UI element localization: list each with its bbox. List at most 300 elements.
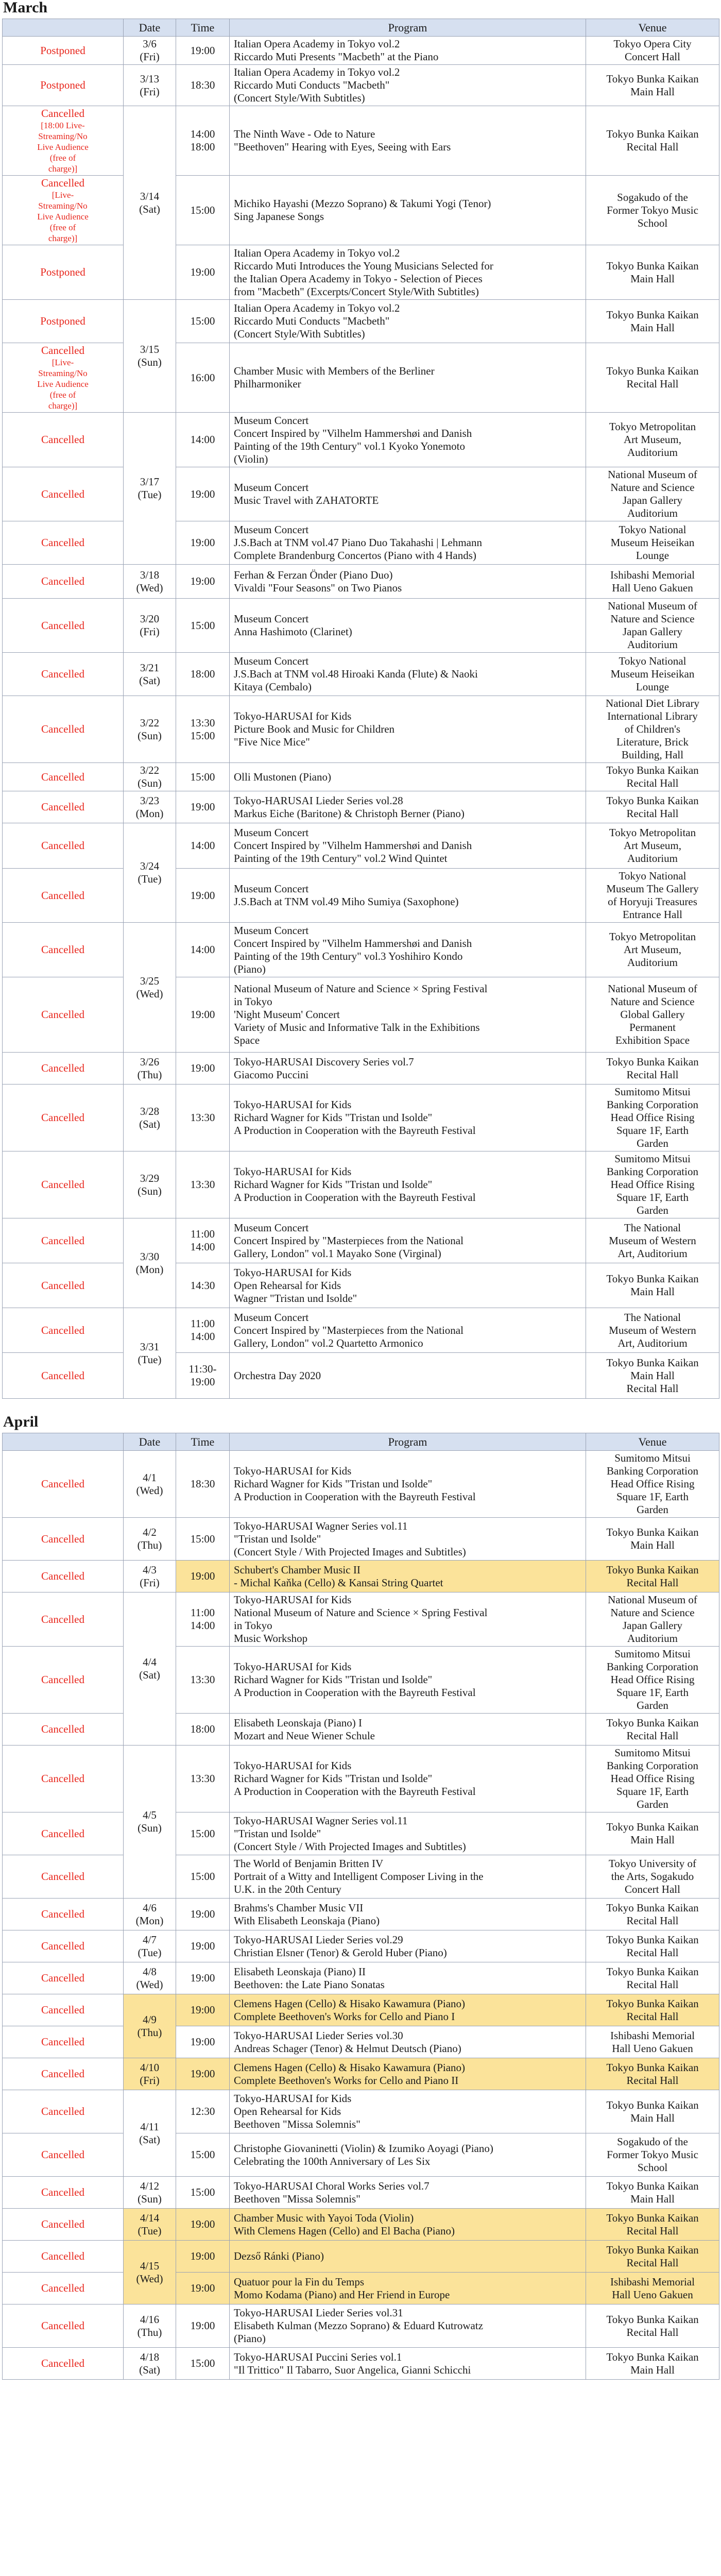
venue-line: Auditorium — [627, 507, 678, 519]
date-line: (Tue) — [138, 1353, 162, 1366]
date-line: 3/30 — [140, 1250, 160, 1263]
program-line: Giacomo Puccini — [234, 1068, 309, 1081]
status-label: Cancelled — [41, 1234, 84, 1247]
venue-cell — [586, 565, 719, 599]
status-cell — [3, 1151, 124, 1218]
venue-line: Art, Auditorium — [617, 1247, 688, 1260]
status-label: Cancelled — [41, 107, 84, 120]
status-label: Cancelled — [41, 2004, 84, 2016]
venue-cell — [586, 106, 719, 176]
date-cell — [124, 2209, 176, 2241]
program-cell — [230, 1561, 586, 1592]
venue-line: Nature and Science — [610, 995, 695, 1008]
venue-cell — [586, 1561, 719, 1592]
program-line: Tokyo-HARUSAI Lieder Series vol.31 — [234, 2307, 403, 2319]
time-cell — [176, 2058, 230, 2090]
date-line: 3/28 — [140, 1105, 160, 1117]
program-line: Schubert's Chamber Music II — [234, 1563, 360, 1576]
venue-line: Ishibashi Memorial — [610, 2029, 695, 2042]
venue-line: Japan Gallery — [622, 625, 683, 638]
program-line: Olli Mustonen (Piano) — [234, 770, 331, 783]
program-line: Andreas Schager (Tenor) & Helmut Deutsch (Piano) — [234, 2042, 461, 2055]
date-line: (Sun) — [138, 1822, 162, 1834]
status-label: Postponed — [40, 266, 85, 278]
status-note: charge)] — [48, 401, 78, 411]
status-label: Cancelled — [41, 1062, 84, 1074]
date-cell — [124, 1930, 176, 1962]
venue-cell — [586, 1084, 719, 1151]
status-note: Streaming/No — [38, 131, 88, 141]
venue-cell — [586, 1592, 719, 1647]
status-label: Cancelled — [41, 433, 84, 446]
venue-line: Literature, Brick — [616, 736, 689, 748]
venue-line: Art Museum, — [624, 943, 681, 956]
date-line: (Sun) — [138, 777, 162, 789]
venue-cell — [586, 1647, 719, 1714]
program-line: Tokyo-HARUSAI Choral Works Series vol.7 — [234, 2179, 430, 2192]
program-line: A Production in Cooperation with the Bayreuth Festival — [234, 1124, 476, 1137]
venue-cell — [586, 176, 719, 245]
program-cell — [230, 763, 586, 791]
date-line: (Thu) — [137, 2026, 162, 2039]
program-line: Museum Concert — [234, 924, 309, 937]
time-line: 16:00 — [190, 371, 215, 384]
program-line: Italian Opera Academy in Tokyo vol.2 — [234, 38, 400, 50]
time-line: 13:30 — [190, 1772, 215, 1785]
program-cell — [230, 2304, 586, 2348]
venue-line: Main Hall — [630, 1539, 675, 1551]
table-row — [3, 1899, 719, 1930]
time-cell — [176, 1451, 230, 1518]
status-cell — [3, 2273, 124, 2304]
header-venue: Venue — [586, 1433, 719, 1451]
venue-cell — [586, 245, 719, 300]
venue-cell — [586, 1899, 719, 1930]
venue-line: Auditorium — [627, 956, 678, 969]
table-row — [3, 65, 719, 106]
time-line: 13:30 — [190, 1673, 215, 1686]
date-line: (Sun) — [138, 2192, 162, 2205]
time-cell — [176, 1053, 230, 1084]
status-cell — [3, 1218, 124, 1263]
status-cell — [3, 37, 124, 65]
venue-line: Recital Hall — [626, 141, 679, 153]
venue-line: Banking Corporation — [607, 1165, 698, 1178]
venue-line: Recital Hall — [626, 1978, 679, 1991]
program-cell — [230, 1930, 586, 1962]
program-line: Portrait of a Witty and Intelligent Composer Living in the — [234, 1870, 484, 1883]
venue-line: Ishibashi Memorial — [610, 2275, 695, 2288]
time-cell — [176, 2304, 230, 2348]
time-line: 13:30 — [190, 1178, 215, 1191]
status-label: Cancelled — [41, 344, 84, 357]
program-cell — [230, 2026, 586, 2058]
program-line: Beethoven "Missa Solemnis" — [234, 2118, 360, 2130]
venue-cell — [586, 2026, 719, 2058]
venue-line: Tokyo Bunka Kaikan — [606, 1933, 699, 1946]
time-line: 11:00 — [190, 1228, 215, 1240]
venue-line: Nature and Science — [610, 613, 695, 625]
time-cell — [176, 1930, 230, 1962]
date-line: (Sat) — [139, 1117, 160, 1130]
table-row — [3, 1151, 719, 1218]
program-line: Clemens Hagen (Cello) & Hisako Kawamura (Piano) — [234, 1997, 466, 2010]
time-line: 19:00 — [190, 2218, 215, 2230]
program-line: Concert Inspired by "Masterpieces from the National — [234, 1324, 464, 1336]
date-line: (Fri) — [140, 2074, 160, 2087]
time-line: 15:00 — [190, 1870, 215, 1883]
time-cell — [176, 653, 230, 696]
program-line: Tokyo-HARUSAI for Kids — [234, 2092, 352, 2105]
status-label: Postponed — [40, 79, 85, 91]
time-line: 14:00 — [190, 943, 215, 956]
venue-cell — [586, 1451, 719, 1518]
program-cell — [230, 823, 586, 869]
program-line: With Clemens Hagen (Cello) and El Bacha (Piano) — [234, 2224, 455, 2237]
time-cell — [176, 343, 230, 413]
program-line: Riccardo Muti Presents "Macbeth" at the Piano — [234, 50, 439, 63]
time-line: 15:00 — [190, 770, 215, 783]
march-schedule-table — [2, 19, 719, 1399]
status-label: Cancelled — [41, 2105, 84, 2117]
time-cell — [176, 1151, 230, 1218]
status-cell — [3, 106, 124, 176]
program-cell — [230, 106, 586, 176]
status-label: Cancelled — [41, 1178, 84, 1191]
date-cell — [124, 300, 176, 413]
program-line: Concert Inspired by "Vilhelm Hammershøi and Danish — [234, 427, 472, 439]
status-cell — [3, 2090, 124, 2133]
venue-line: Recital Hall — [626, 1576, 679, 1589]
program-line: Richard Wagner for Kids "Tristan und Isolde" — [234, 1111, 433, 1124]
program-line: Tokyo-HARUSAI for Kids — [234, 1098, 352, 1111]
time-line: 14:00 — [190, 839, 215, 852]
date-cell — [124, 1151, 176, 1218]
date-line: (Sat) — [139, 674, 160, 687]
time-line: 15:00 — [190, 1827, 215, 1840]
date-line: 4/10 — [140, 2061, 160, 2074]
program-cell — [230, 1592, 586, 1647]
venue-line: Art Museum, — [624, 433, 681, 446]
program-line: "Five Nice Mice" — [234, 736, 310, 748]
date-cell — [124, 2058, 176, 2090]
time-line: 13:30 — [190, 1111, 215, 1124]
program-line: Concert Inspired by "Masterpieces from the National — [234, 1234, 464, 1247]
program-cell — [230, 1053, 586, 1084]
program-line: Museum Concert — [234, 613, 309, 625]
program-line: Riccardo Muti Conducts "Macbeth" — [234, 79, 390, 91]
table-row — [3, 2177, 719, 2209]
table-row — [3, 1855, 719, 1899]
program-line: Philharmoniker — [234, 378, 301, 390]
status-cell — [3, 413, 124, 467]
program-line: Italian Opera Academy in Tokyo vol.2 — [234, 246, 400, 259]
time-cell — [176, 1745, 230, 1812]
time-line: 15:00 — [190, 729, 215, 742]
program-line: Elisabeth Leonskaja (Piano) II — [234, 1965, 366, 1978]
time-cell — [176, 176, 230, 245]
venue-line: National Museum of — [608, 468, 697, 481]
date-cell — [124, 1962, 176, 1994]
venue-line: the Arts, Sogakudo — [611, 1870, 694, 1883]
table-row — [3, 176, 719, 245]
program-line: Museum Concert — [234, 826, 309, 839]
date-line: 4/15 — [140, 2259, 160, 2272]
venue-cell — [586, 521, 719, 565]
status-cell — [3, 521, 124, 565]
table-row — [3, 599, 719, 653]
status-label: Cancelled — [41, 1772, 84, 1785]
date-cell — [124, 599, 176, 653]
status-label: Postponed — [40, 315, 85, 327]
venue-line: The National — [624, 1221, 681, 1234]
venue-line: Exhibition Space — [615, 1034, 690, 1046]
venue-line: Museum of Western — [609, 1234, 696, 1247]
date-line: 3/25 — [140, 974, 160, 987]
time-cell — [176, 2026, 230, 2058]
program-line: Riccardo Muti Introduces the Young Musicians Selected for — [234, 259, 493, 272]
date-line: 4/16 — [140, 2313, 160, 2326]
program-cell — [230, 1451, 586, 1518]
venue-line: Head Office Rising — [610, 1111, 695, 1124]
time-cell — [176, 791, 230, 823]
date-line: (Sat) — [139, 202, 160, 215]
date-line: 3/29 — [140, 1172, 160, 1184]
program-line: Painting of the 19th Century" vol.3 Yoshihiro Kondo — [234, 950, 463, 962]
venue-line: Sumitomo Mitsui — [614, 1086, 691, 1098]
table-row — [3, 1745, 719, 1812]
table-row — [3, 1561, 719, 1592]
time-cell — [176, 300, 230, 343]
program-line: Variety of Music and Informative Talk in the Exhibitions — [234, 1021, 480, 1033]
venue-line: Recital Hall — [626, 1382, 679, 1395]
venue-line: Tokyo National — [619, 870, 686, 882]
program-line: Museum Concert — [234, 655, 309, 667]
time-cell — [176, 245, 230, 300]
status-label: Cancelled — [41, 2067, 84, 2080]
date-line: 3/15 — [140, 343, 160, 355]
date-cell — [124, 2177, 176, 2209]
table-row — [3, 763, 719, 791]
status-label: Cancelled — [41, 1827, 84, 1840]
date-line: (Wed) — [136, 581, 163, 594]
program-line: Tokyo-HARUSAI for Kids — [234, 1660, 352, 1673]
venue-cell — [586, 599, 719, 653]
time-cell — [176, 823, 230, 869]
status-cell — [3, 176, 124, 245]
status-label: Cancelled — [41, 2186, 84, 2198]
status-cell — [3, 2304, 124, 2348]
venue-cell — [586, 2273, 719, 2304]
program-line: Dezső Ránki (Piano) — [234, 2250, 324, 2262]
program-line: 'Night Museum' Concert — [234, 1008, 340, 1021]
date-cell — [124, 1084, 176, 1151]
venue-cell — [586, 1053, 719, 1084]
program-line: Tokyo-HARUSAI Wagner Series vol.11 — [234, 1519, 408, 1532]
program-line: The Ninth Wave - Ode to Nature — [234, 128, 375, 140]
date-cell — [124, 413, 176, 565]
time-line: 19:00 — [190, 1908, 215, 1920]
venue-line: Main Hall — [630, 2111, 675, 2124]
venue-cell — [586, 37, 719, 65]
table-row — [3, 37, 719, 65]
time-cell — [176, 2090, 230, 2133]
status-label: Cancelled — [41, 1532, 84, 1545]
date-line: 4/12 — [140, 2179, 160, 2192]
table-row — [3, 977, 719, 1053]
venue-line: Sogakudo of the — [617, 191, 688, 204]
table-row — [3, 1218, 719, 1263]
table-row — [3, 343, 719, 413]
program-cell — [230, 565, 586, 599]
april-schedule-table — [2, 1433, 719, 2380]
program-line: Museum Concert — [234, 523, 309, 536]
venue-cell — [586, 2209, 719, 2241]
status-cell — [3, 65, 124, 106]
status-note: Streaming/No — [38, 201, 88, 211]
status-cell — [3, 245, 124, 300]
time-line: 19:00 — [190, 1008, 215, 1021]
venue-cell — [586, 1855, 719, 1899]
status-label: Cancelled — [41, 1478, 84, 1490]
venue-cell — [586, 1518, 719, 1561]
program-cell — [230, 1962, 586, 1994]
status-label: Cancelled — [41, 2319, 84, 2332]
venue-line: Concert Hall — [625, 50, 680, 63]
table-row — [3, 1053, 719, 1084]
date-cell — [124, 1745, 176, 1899]
program-line: Museum Concert — [234, 414, 309, 427]
status-label: Cancelled — [41, 536, 84, 549]
time-cell — [176, 1084, 230, 1151]
venue-line: Garden — [637, 1204, 668, 1216]
date-line: 3/17 — [140, 476, 160, 488]
program-line: U.K. in the 20th Century — [234, 1883, 341, 1895]
program-line: Momo Kodama (Piano) and Her Friend in Europe — [234, 2288, 450, 2301]
program-line: Space — [234, 1034, 260, 1046]
time-line: 19:00 — [190, 889, 215, 902]
venue-line: National Museum of — [608, 982, 697, 995]
program-line: (Concert Style / With Projected Images and Subtitles) — [234, 1545, 466, 1558]
time-line: 15:00 — [190, 2148, 215, 2161]
venue-line: Square 1F, Earth — [616, 1124, 689, 1137]
venue-cell — [586, 1962, 719, 1994]
venue-line: Tokyo Bunka Kaikan — [606, 794, 699, 807]
date-line: (Fri) — [140, 85, 160, 98]
program-cell — [230, 2177, 586, 2209]
program-line: Tokyo-HARUSAI for Kids — [234, 1594, 352, 1606]
venue-line: Nature and Science — [610, 481, 695, 494]
month-heading-april: April — [3, 1413, 39, 1430]
program-line: (Violin) — [234, 452, 268, 465]
date-line: (Wed) — [136, 1978, 163, 1991]
date-line: 4/6 — [143, 1901, 157, 1914]
time-cell — [176, 1218, 230, 1263]
status-label: Cancelled — [41, 575, 84, 587]
date-line: 3/31 — [140, 1340, 160, 1353]
venue-line: Tokyo Bunka Kaikan — [606, 2243, 699, 2256]
program-cell — [230, 1714, 586, 1745]
time-cell — [176, 65, 230, 106]
program-line: Beethoven: the Late Piano Sonatas — [234, 1978, 385, 1991]
venue-line: Museum Heiseikan — [610, 668, 695, 680]
venue-cell — [586, 1930, 719, 1962]
status-note: [Live- — [52, 358, 74, 367]
venue-line: Tokyo Bunka Kaikan — [606, 1563, 699, 1576]
table-row — [3, 2304, 719, 2348]
program-line: Museum Concert — [234, 1221, 309, 1234]
venue-line: Tokyo Bunka Kaikan — [606, 1901, 699, 1914]
venue-line: Head Office Rising — [610, 1178, 695, 1191]
program-line: Tokyo-HARUSAI for Kids — [234, 1165, 352, 1178]
status-note: (free of — [49, 390, 76, 400]
time-cell — [176, 2133, 230, 2177]
status-label: Cancelled — [41, 801, 84, 813]
venue-line: School — [637, 2161, 668, 2174]
venue-line: Museum The Gallery — [606, 883, 699, 895]
program-line: "Tristan und Isolde" — [234, 1532, 321, 1545]
table-row — [3, 2241, 719, 2273]
status-cell — [3, 1745, 124, 1812]
venue-cell — [586, 467, 719, 521]
date-line: 3/24 — [140, 860, 160, 872]
venue-line: Recital Hall — [626, 2010, 679, 2023]
date-cell — [124, 1994, 176, 2058]
program-line: Orchestra Day 2020 — [234, 1369, 321, 1382]
program-line: Concert Inspired by "Vilhelm Hammershøi and Danish — [234, 839, 472, 852]
date-cell — [124, 1561, 176, 1592]
time-line: 14:00 — [190, 1241, 215, 1253]
time-line: 19:00 — [190, 801, 215, 813]
program-line: Kitaya (Cembalo) — [234, 681, 312, 693]
venue-line: National Museum of — [608, 600, 697, 612]
table-row — [3, 106, 719, 176]
time-cell — [176, 2273, 230, 2304]
venue-cell — [586, 1745, 719, 1812]
status-label: Cancelled — [41, 1908, 84, 1920]
venue-line: Entrance Hall — [622, 908, 683, 921]
program-line: (Concert Style/With Subtitles) — [234, 328, 365, 340]
venue-line: Recital Hall — [626, 1068, 679, 1081]
venue-cell — [586, 696, 719, 763]
program-line: Tokyo-HARUSAI Wagner Series vol.11 — [234, 1814, 408, 1827]
venue-line: Hall Ueno Gakuen — [612, 2288, 693, 2301]
date-line: 3/22 — [140, 764, 160, 776]
program-line: Richard Wagner for Kids "Tristan und Isolde" — [234, 1673, 433, 1686]
venue-line: Nature and Science — [610, 1606, 695, 1619]
program-cell — [230, 2058, 586, 2090]
venue-line: Tokyo Bunka Kaikan — [606, 1716, 699, 1729]
date-cell — [124, 923, 176, 1053]
program-cell — [230, 65, 586, 106]
venue-line: Auditorium — [627, 638, 678, 651]
venue-cell — [586, 2177, 719, 2209]
date-line: 4/3 — [143, 1563, 157, 1576]
date-cell — [124, 2348, 176, 2380]
venue-line: School — [637, 216, 668, 229]
table-row — [3, 2209, 719, 2241]
program-line: in Tokyo — [234, 1619, 272, 1632]
header-status — [3, 1433, 124, 1451]
venue-line: Tokyo National — [619, 523, 686, 536]
venue-line: Tokyo Bunka Kaikan — [606, 308, 699, 321]
venue-line: International Library — [607, 710, 698, 722]
time-cell — [176, 1855, 230, 1899]
table-row — [3, 823, 719, 869]
status-label: Cancelled — [41, 2250, 84, 2262]
status-note: charge)] — [48, 233, 78, 243]
status-label: Cancelled — [41, 1324, 84, 1336]
